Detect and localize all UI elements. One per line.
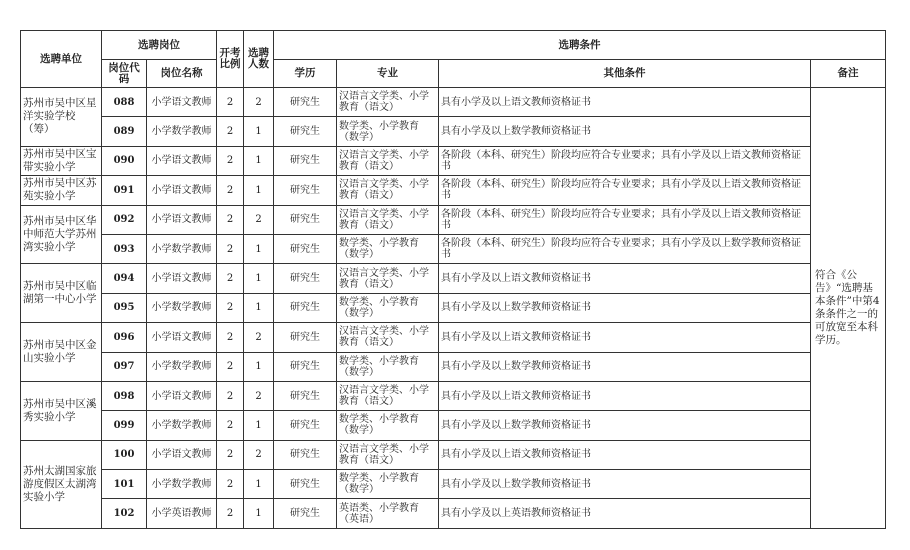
education-cell: 研究生 (274, 205, 337, 234)
table-row (21, 293, 886, 322)
table-row (21, 146, 886, 175)
table-row (21, 352, 886, 381)
other-cell: 具有小学及以上语文教师资格证书 (439, 264, 811, 293)
header-unit: 选聘单位 (21, 31, 102, 88)
code-cell: 088 (102, 88, 147, 117)
unit-cell: 苏州市吴中区临湖第一中心小学 (21, 264, 102, 323)
count-cell: 1 (244, 146, 274, 175)
major-cell: 数学类、小学教育（数学） (337, 117, 439, 146)
header-remark: 备注 (811, 60, 886, 88)
ratio-cell: 2 (217, 411, 244, 440)
post-cell: 小学数学教师 (147, 411, 217, 440)
post-cell: 小学英语教师 (147, 499, 217, 528)
ratio-cell: 2 (217, 88, 244, 117)
post-cell: 小学数学教师 (147, 234, 217, 263)
header-education: 学历 (274, 60, 337, 88)
count-cell: 1 (244, 117, 274, 146)
ratio-cell: 2 (217, 117, 244, 146)
code-cell: 092 (102, 205, 147, 234)
ratio-cell: 2 (217, 352, 244, 381)
major-cell: 英语类、小学教育（英语） (337, 499, 439, 528)
code-cell: 091 (102, 176, 147, 205)
other-cell: 具有小学及以上数学教师资格证书 (439, 411, 811, 440)
other-cell: 各阶段（本科、研究生）阶段均应符合专业要求；具有小学及以上数学教师资格证书 (439, 234, 811, 263)
table-row (21, 88, 886, 117)
education-cell: 研究生 (274, 470, 337, 499)
ratio-cell: 2 (217, 205, 244, 234)
code-cell: 100 (102, 440, 147, 469)
count-cell: 2 (244, 440, 274, 469)
education-cell: 研究生 (274, 499, 337, 528)
table-row (21, 117, 886, 146)
education-cell: 研究生 (274, 234, 337, 263)
education-cell: 研究生 (274, 146, 337, 175)
recruitment-table (20, 30, 886, 529)
unit-cell: 苏州市吴中区华中师范大学苏州湾实验小学 (21, 205, 102, 264)
unit-cell: 苏州太湖国家旅游度假区太湖湾实验小学 (21, 440, 102, 528)
table-row (21, 381, 886, 410)
unit-cell: 苏州市吴中区宝带实验小学 (21, 146, 102, 175)
count-cell: 1 (244, 293, 274, 322)
header-conditions: 选聘条件 (274, 31, 886, 60)
code-cell: 098 (102, 381, 147, 410)
other-cell: 各阶段（本科、研究生）阶段均应符合专业要求；具有小学及以上语文教师资格证书 (439, 176, 811, 205)
major-cell: 汉语言文学类、小学教育（语文） (337, 88, 439, 117)
ratio-cell: 2 (217, 381, 244, 410)
education-cell: 研究生 (274, 440, 337, 469)
ratio-cell: 2 (217, 234, 244, 263)
education-cell: 研究生 (274, 293, 337, 322)
major-cell: 数学类、小学教育（数学） (337, 352, 439, 381)
table-row (21, 264, 886, 293)
post-cell: 小学语文教师 (147, 323, 217, 352)
count-cell: 1 (244, 264, 274, 293)
unit-cell: 苏州市吴中区苏苑实验小学 (21, 176, 102, 205)
post-cell: 小学语文教师 (147, 146, 217, 175)
post-cell: 小学数学教师 (147, 117, 217, 146)
ratio-cell: 2 (217, 440, 244, 469)
remark-cell: 符合《公告》“选聘基本条件”中第4条条件之一的可放宽至本科学历。 (811, 88, 886, 529)
count-cell: 1 (244, 411, 274, 440)
table-row (21, 470, 886, 499)
count-cell: 2 (244, 381, 274, 410)
header-row-1 (21, 31, 886, 60)
code-cell: 095 (102, 293, 147, 322)
major-cell: 数学类、小学教育（数学） (337, 411, 439, 440)
header-other: 其他条件 (439, 60, 811, 88)
code-cell: 101 (102, 470, 147, 499)
code-cell: 090 (102, 146, 147, 175)
post-cell: 小学语文教师 (147, 381, 217, 410)
post-cell: 小学数学教师 (147, 470, 217, 499)
table-row (21, 499, 886, 528)
ratio-cell: 2 (217, 470, 244, 499)
ratio-cell: 2 (217, 264, 244, 293)
count-cell: 2 (244, 323, 274, 352)
other-cell: 具有小学及以上英语教师资格证书 (439, 499, 811, 528)
education-cell: 研究生 (274, 323, 337, 352)
education-cell: 研究生 (274, 176, 337, 205)
post-cell: 小学语文教师 (147, 440, 217, 469)
count-cell: 2 (244, 88, 274, 117)
table-row (21, 411, 886, 440)
other-cell: 各阶段（本科、研究生）阶段均应符合专业要求；具有小学及以上语文教师资格证书 (439, 205, 811, 234)
unit-cell: 苏州市吴中区星洋实验学校（筹） (21, 88, 102, 147)
education-cell: 研究生 (274, 264, 337, 293)
other-cell: 具有小学及以上数学教师资格证书 (439, 117, 811, 146)
code-cell: 097 (102, 352, 147, 381)
major-cell: 汉语言文学类、小学教育（语文） (337, 176, 439, 205)
ratio-cell: 2 (217, 146, 244, 175)
code-cell: 093 (102, 234, 147, 263)
other-cell: 具有小学及以上数学教师资格证书 (439, 293, 811, 322)
table-row (21, 440, 886, 469)
unit-cell: 苏州市吴中区溪秀实验小学 (21, 381, 102, 440)
major-cell: 汉语言文学类、小学教育（语文） (337, 381, 439, 410)
post-cell: 小学语文教师 (147, 88, 217, 117)
education-cell: 研究生 (274, 117, 337, 146)
post-cell: 小学语文教师 (147, 264, 217, 293)
unit-cell: 苏州市吴中区金山实验小学 (21, 323, 102, 382)
header-ratio: 开考比例 (217, 31, 244, 88)
header-count: 选聘人数 (244, 31, 274, 88)
major-cell: 数学类、小学教育（数学） (337, 293, 439, 322)
education-cell: 研究生 (274, 88, 337, 117)
education-cell: 研究生 (274, 411, 337, 440)
header-row-2 (21, 60, 886, 88)
code-cell: 094 (102, 264, 147, 293)
header-code: 岗位代码 (102, 60, 147, 88)
table-row (21, 176, 886, 205)
major-cell: 汉语言文学类、小学教育（语文） (337, 146, 439, 175)
other-cell: 具有小学及以上语文教师资格证书 (439, 88, 811, 117)
count-cell: 2 (244, 205, 274, 234)
post-cell: 小学语文教师 (147, 176, 217, 205)
other-cell: 具有小学及以上数学教师资格证书 (439, 470, 811, 499)
ratio-cell: 2 (217, 499, 244, 528)
code-cell: 096 (102, 323, 147, 352)
major-cell: 汉语言文学类、小学教育（语文） (337, 264, 439, 293)
code-cell: 089 (102, 117, 147, 146)
code-cell: 102 (102, 499, 147, 528)
major-cell: 数学类、小学教育（数学） (337, 470, 439, 499)
other-cell: 具有小学及以上语文教师资格证书 (439, 323, 811, 352)
post-cell: 小学数学教师 (147, 352, 217, 381)
ratio-cell: 2 (217, 323, 244, 352)
post-cell: 小学语文教师 (147, 205, 217, 234)
header-post-group: 选聘岗位 (102, 31, 217, 60)
count-cell: 1 (244, 470, 274, 499)
header-post-name: 岗位名称 (147, 60, 217, 88)
other-cell: 具有小学及以上语文教师资格证书 (439, 440, 811, 469)
count-cell: 1 (244, 499, 274, 528)
major-cell: 数学类、小学教育（数学） (337, 234, 439, 263)
major-cell: 汉语言文学类、小学教育（语文） (337, 323, 439, 352)
count-cell: 1 (244, 352, 274, 381)
header-major: 专业 (337, 60, 439, 88)
major-cell: 汉语言文学类、小学教育（语文） (337, 205, 439, 234)
education-cell: 研究生 (274, 381, 337, 410)
ratio-cell: 2 (217, 176, 244, 205)
other-cell: 各阶段（本科、研究生）阶段均应符合专业要求；具有小学及以上语文教师资格证书 (439, 146, 811, 175)
education-cell: 研究生 (274, 352, 337, 381)
major-cell: 汉语言文学类、小学教育（语文） (337, 440, 439, 469)
ratio-cell: 2 (217, 293, 244, 322)
other-cell: 具有小学及以上语文教师资格证书 (439, 381, 811, 410)
count-cell: 1 (244, 176, 274, 205)
other-cell: 具有小学及以上数学教师资格证书 (439, 352, 811, 381)
post-cell: 小学数学教师 (147, 293, 217, 322)
table-body (21, 31, 886, 529)
code-cell: 099 (102, 411, 147, 440)
table-row (21, 205, 886, 234)
count-cell: 1 (244, 234, 274, 263)
table-row (21, 234, 886, 263)
table-row (21, 323, 886, 352)
